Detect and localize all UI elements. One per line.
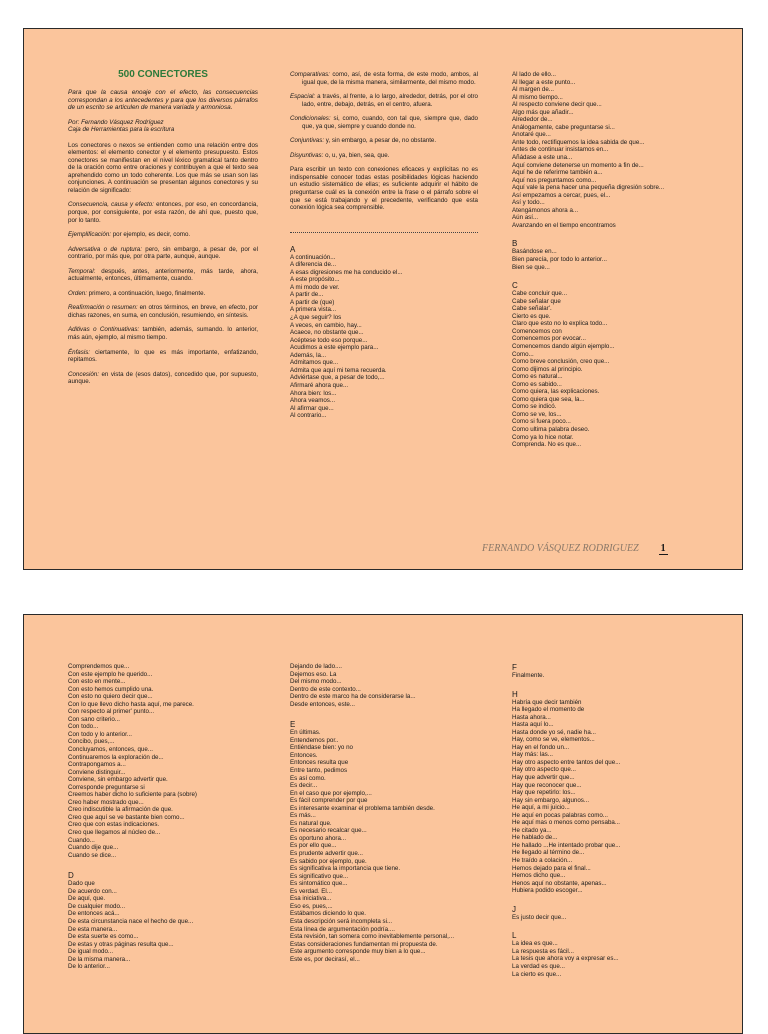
connector-type-entry [68,201,258,224]
connector-type-label: Orden: [68,289,87,297]
connector-list-item: De igual modo... [68,948,114,956]
author-name: Por: Fernando Vásquez Rodríguez [68,118,164,126]
connector-list-item: De cualquier modo... [68,902,126,910]
connector-type-label: Temporal: [68,267,96,275]
connector-list-item: Atengámonos ahora a... [512,206,579,214]
connector-type-label: Aditivas o Continuativas: [68,326,140,334]
connector-list-item: Es significativo que... [290,872,349,880]
connector-list-item: Cabe concluir que... [512,290,568,298]
connector-list-item: Hay en el fondo un... [512,743,570,751]
connector-type-examples: ciertamente, lo que es más importante, enfatizando, repitamos. [68,348,258,364]
connector-list-item: Hay que repetirlo: los... [512,789,576,797]
connector-list-item: Con todo... [68,723,99,731]
connector-list-item: En últimas. [290,729,321,737]
connector-list-item: Al afirmar que... [290,404,334,412]
connector-list-item: Finalmente. [512,672,545,679]
connector-list-item: La verdad es que... [512,962,565,970]
connector-list-h [512,699,717,895]
connector-list-item: Como... [512,350,534,358]
connector-list-item: Hasta donde yo sé, nadie ha... [512,728,596,736]
connector-list-item: Como es natural... [512,373,563,381]
connector-list-item: Esta descripción será incompleta si... [290,917,393,925]
connector-list-item: Comencemos dando algún ejemplo... [512,342,615,350]
connector-type-label: Consecuencia, causa y efecto: [68,201,154,209]
connector-list-item: Antes de continuar insistamos en... [512,146,609,154]
connector-list-item: Acéptese todo eso porque... [290,336,368,344]
connector-list-item: Afirmaré ahora que... [290,381,349,389]
document-page-1 [23,28,743,570]
connector-list-item: Comencemos con [512,327,562,335]
connector-type-label: Disyuntivas: [290,151,324,159]
connector-type-entry [68,231,258,239]
connector-list-item: De acuerdo con... [68,887,117,895]
connector-list-item: Concluyamos, entonces, que... [68,746,153,754]
connector-list-a-cont [512,71,716,229]
section-letter-b: B [512,239,518,249]
connector-type-entry [290,115,478,130]
connector-list-item: Al contrario... [290,412,327,420]
connector-type-examples: a través, al frente, a lo largo, alrededor, detrás, por el otro lado, entre, debajo, detrás, en el centro, afuera. [302,93,478,108]
connector-list-item: Hay que reconocer que... [512,781,582,789]
connector-list-item: Anotaré que... [512,131,551,139]
intro-paragraph: Los conectores o nexos se entienden como una relación entre dos elementos: el elemento conector y el elemento presupuesto. Estos conectores se manifiestan en el nivel léxico gramatical tanto dentro de la oración como entre oraciones y contribuyen a que el texto sea aprehendido como un todo coherente. Los que más se usan son las conjunciones. A continuación se presentan algunos conectores y su relación de significado: [68,141,258,194]
connector-list-item: De esta manera... [68,925,118,933]
page-footer [482,543,668,554]
connector-list-item: Del mismo modo... [290,678,342,686]
connector-list-item: Es natural que. [290,819,332,827]
connector-list-item: Algo más que añadir... [512,108,574,116]
connector-type-examples: entonces, por eso, en concordancia, porque, por consiguiente, por esta razón, de ahí que, puesto que, por lo tanto. [68,201,258,224]
connector-list-item: Hubiera podido escoger... [512,887,583,895]
connector-list-item: Bien se que... [512,263,550,271]
connector-list-item: Es sintomático que... [290,880,348,888]
connector-type-entry [68,304,258,319]
document-title: 500 CONECTORES [118,69,208,80]
connector-list-item: Como quiera, las explicaciones. [512,388,600,396]
connector-list-f [512,672,717,680]
connector-list-item: Aquí he de referirme también a... [512,169,603,177]
connector-list-item: Bien parecía, por todo lo anterior... [512,256,607,264]
connector-list-item: Acaece, no obstante que... [290,329,364,337]
connector-list-item: Es prudente advertir que... [290,850,363,858]
connector-list-item: Estas consideraciones fundamentan mi propuesta de. [290,940,438,948]
connector-list-item: Aún así... [512,214,539,222]
section-letter-j: J [512,904,516,914]
connector-list-item: Adviértase que, a pesar de todo,... [290,374,385,382]
connector-list-item: Hay otro aspecto entre tantos del que... [512,758,621,766]
connector-list-item: Este argumento corresponde muy bien a lo que... [290,948,426,956]
page1-column-3 [512,71,716,449]
connector-list-b [512,248,716,271]
page1-column-1 [68,29,258,393]
connector-list-item: A partir de... [290,291,324,299]
connector-list-item: Creo indiscutible la afirmación de que. [68,806,173,814]
connector-list-item: Cuando... [68,836,95,844]
connector-list-item: Acudimos a este ejemplo para... [290,344,379,352]
connector-list-item: Es decir... [290,782,318,790]
connector-type-label: Conjuntivas: [290,137,325,145]
connector-list-item: He llegado al término de... [512,849,585,857]
connector-type-label: Espacial: [290,93,316,101]
connector-list-item: Conviene distinguir... [68,768,126,776]
connector-list-item: Basándose en... [512,248,557,256]
connector-list-item: Es verdad. El... [290,887,332,895]
connector-list-item: Es significativa la importancia que tiene. [290,865,401,873]
connector-list-j [512,914,717,922]
connector-type-examples: en otros términos, en breve, en efecto, por dichas razones, en suma, en conclusión, resumiendo, en síntesis. [68,304,258,319]
connector-list-item: Aquí conviene detenerse un momento a fin de... [512,161,644,169]
connector-list-item: Continuaremos la exploración de... [68,753,164,761]
connector-list-item: Añádase a este una... [512,154,573,162]
connector-type-examples: por ejemplo, es decir, como. [111,231,191,239]
connector-list-item: A partir de (que) [290,298,335,306]
connector-list-item: Con esto en mente... [68,678,126,686]
connector-list-item: Al margen de... [512,86,554,94]
connector-list-item: A este propósito... [290,276,340,284]
connector-list-item: A continuación... [290,253,336,261]
connector-list-item: Entendemos por.. [290,736,339,744]
connector-type-examples: también, además, sumando. lo anterior, más aún, ejemplo, al mismo tiempo. [68,326,258,341]
page2-column-3 [512,663,717,978]
connector-list-item: La tesis que ahora voy a expresar es... [512,955,619,963]
connector-list-e [290,729,482,963]
page2-column-2 [290,663,482,963]
connector-list-item: Como ultima palabra deseo. [512,425,590,433]
connector-list-item: Cuando se dice... [68,851,117,859]
connector-list-item: Cabe señalar'. [512,305,552,313]
connector-list-item: Cierto es que. [512,312,551,320]
connector-type-entry [68,290,258,298]
connector-list-item: Dentro de este contexto... [290,685,361,693]
connector-list-item: Como se indicó. [512,403,557,411]
connector-list-item: Con todo y lo anterior... [68,730,132,738]
connector-list-item: Es sabido por ejemplo, que. [290,857,367,865]
connector-list-item: Es así como. [290,774,326,782]
connector-list-item: Entonces resulta que [290,759,349,767]
section-letter-e: E [290,720,296,730]
connector-list-item: Es justo decir que... [512,913,567,921]
connector-list-item: Creo que aquí se ve bastante bien como... [68,813,185,821]
connector-list-item: Con sano criterio... [68,715,120,723]
connector-list-item: Concibo, pues,... [68,738,115,746]
connector-type-examples: pero, sin embargo, a pesar de, por el contrario, por más que, por otra parte, aunque, aunque. [68,245,258,261]
connector-list-item: La idea es que... [512,940,558,948]
connector-list-item: Cabe señalar que [512,297,561,305]
connector-list-item: Hay otro aspecto que... [512,766,576,774]
connector-type-entry [290,152,478,160]
section-letter-h: H [512,689,518,699]
connector-type-entry [68,371,258,386]
section-letter-a: A [290,244,296,254]
connector-list-item: Hemos dicho que... [512,872,566,880]
connector-type-entry [290,71,478,86]
connector-list-item: Entre tanto, pedimos [290,767,348,775]
connector-type-examples: como, así, de esta forma, de este modo, ambos, al igual que, de la misma manera, similarmente, del mismo modo. [302,71,478,86]
connector-type-examples: después, antes, anteriormente, más tarde, ahora, actualmente, entonces, últimamente, cuando. [68,267,258,283]
connector-types-list-2 [290,71,478,159]
connector-list-item: Esta revisión, tan somera como inevitablemente personal,... [290,933,455,941]
connector-list-d [68,880,268,971]
connector-list-item: Henos aquí no obstante, apenas... [512,879,607,887]
connector-type-label: Concesión: [68,370,99,378]
connector-list-item: He hallado ...He intentado probar que... [512,841,621,849]
connector-list-a [290,254,478,420]
connector-list-item: Este es, por decirasí, el... [290,955,360,963]
connector-list-item: He aquí en pocas palabras como... [512,811,608,819]
connector-list-item: A mi modo de ver. [290,283,340,291]
connector-list-item: Con este ejemplo he querido... [68,670,153,678]
connector-list-item: Como dijimos al principio. [512,365,583,373]
connector-list-item: Como se ve, los... [512,410,562,418]
connector-list-item: Como breve conclusión, creo que... [512,358,610,366]
connector-type-label: Reafirmación o resumen: [68,304,138,312]
connector-list-item: Avanzando en el tiempo encontramos [512,221,616,229]
connector-list-item: Corresponde preguntarse si [68,783,145,791]
connector-list-item: A primera vista... [290,306,337,314]
connector-list-item: Con esto hemos cumplido una. [68,685,154,693]
connector-list-item: Entonces. [290,751,318,759]
connector-list-item: Eso es, pues,... [290,902,333,910]
connector-list-item: He aquí mas o menos como pensaba... [512,819,620,827]
connector-list-item: Al mismo tiempo... [512,93,563,101]
connector-list-item: Hasta aquí lo... [512,721,554,729]
connector-list-item: Claro que esto no lo explica todo... [512,320,608,328]
connector-type-entry [290,137,478,145]
connector-list-item: Desde entonces, este... [290,700,356,708]
footer-author: FERNANDO VÁSQUEZ RODRIGUEZ [482,543,639,554]
connector-list-item: Admita que aquí mi tema recuerda. [290,366,387,374]
page2-column-1 [68,663,268,971]
connector-list-item: Conviene, sin embargo advertir que. [68,776,168,784]
intro-text: Para que la causa enoaje con el efecto, las consecuencias correspondan a los antecedentes y para que los diversos párrafos de un escrito se articulen de manera variada y armoniosa. [68,89,258,111]
connector-list-item: Como ya lo hice notar. [512,433,574,441]
connector-list-item: Como quiera que sea, la... [512,395,585,403]
connector-list-item: Creo haber mostrado que... [68,798,144,806]
connector-list-item: Dado que [68,880,95,888]
connector-types-list [68,201,258,385]
connector-list-item: Esta línea de argumentación podría.... [290,925,395,933]
connector-list-item: De esta suerte es como... [68,933,139,941]
connector-type-examples: y, sin embargo, a pesar de, no obstante. [324,137,437,145]
connector-list-item: Admitamos que... [290,359,339,367]
connector-list-item: He hablado de... [512,834,558,842]
connector-type-label: Ejemplificación: [68,231,111,239]
connector-list-item: He traído a colación... [512,857,573,865]
connector-type-entry [68,326,258,341]
connector-list-item: Ahora veamos... [290,397,336,405]
connector-list-item: Es más... [290,812,316,820]
connector-list-item: Hay sin embargo, algunos... [512,796,590,804]
connector-list-item: Alrededor de... [512,116,553,124]
connector-list-item: Ahora bien: los... [290,389,337,397]
connector-list-item: Creo que con estas indicaciones. [68,821,160,829]
connector-list-d-cont [290,663,482,708]
connector-list-item: Al lado de ello... [512,71,557,78]
connector-list-item: He citado ya... [512,826,552,834]
connector-list-item: De entonces acá... [68,910,120,918]
connector-type-entry [290,93,478,108]
section-letter-c: C [512,281,518,291]
connector-list-item: ¿A que seguir? los [290,314,342,322]
connector-list-item: Al llegar a este punto... [512,78,576,86]
section-letter-l: L [512,931,517,941]
connector-list-item: En el caso que por ejemplo,... [290,789,372,797]
connector-list-item: Además, la... [290,351,327,359]
connector-list-item: Con respecto al primer' punto... [68,708,155,716]
dotted-divider [290,232,478,233]
connector-type-label: Condicionales: [290,115,331,123]
connector-type-label: Comparativas: [290,71,330,78]
connector-list-item: Dentro de este marco ha de considerarse la... [290,693,416,701]
connector-list-item: Así empezamos a cercar, pues, el... [512,191,611,199]
connector-list-item: A diferencia de... [290,261,337,269]
connector-list-item: Aquí nos preguntamos como... [512,176,597,184]
connector-list-item: Hay más: las... [512,751,553,759]
connector-type-examples: primero, a continuación, luego, finalmente. [86,289,206,297]
connector-list-item: Es interesante examinar el problema también desde. [290,804,435,812]
connector-list-item: Al respecto conviene decir que... [512,101,602,109]
connector-list-item: Es necesario recalcar que... [290,827,367,835]
page1-column-2 [290,71,478,420]
connector-list-item: De lo anterior... [68,963,110,971]
connector-list-item: Con lo que llevo dicho hasta aquí, me parece. [68,700,194,708]
book-title: Caja de Herramientas para la escritura [68,126,175,134]
connector-list-item: La cierto es que... [512,970,562,978]
connector-list-item: Creo que llegamos al núcleo de... [68,829,161,837]
connector-list-item: Comencemos por evocar... [512,335,586,343]
connector-list-item: Comprendemos que... [68,663,130,670]
connector-type-examples: en vista de (esos datos), concedido que, por supuesto, aunque. [68,370,258,386]
connector-type-entry [68,246,258,261]
connector-list-item: Dejemos eso. La [290,670,337,678]
connector-list-item: Estábamos diciendo lo que. [290,910,367,918]
connector-list-item: Dejando de lado.... [290,663,342,670]
connector-list-item: De estas y otras páginas resulta que... [68,940,174,948]
connector-list-item: Hay que advertir que... [512,774,575,782]
page-number: 1 [660,543,666,554]
section-letter-f: F [512,663,517,672]
connector-list-item: Contrapongamos a... [68,761,126,769]
connector-type-label: Énfasis: [68,348,91,356]
connector-list-item: Ha llegado el momento de [512,706,585,714]
connector-list-item: Como es sabido... [512,380,562,388]
connector-type-examples: o, u, ya, bien, sea, que. [323,151,390,159]
connector-list-item: Esa iniciativa... [290,895,332,903]
connector-list-item: Hemos dejado para el final... [512,864,591,872]
section-letter-d: D [68,871,74,881]
connector-type-examples: si, como, cuando, con tal que, siempre que, dado que, ya que, siempre y cuando donde no. [302,115,478,130]
connector-list-item: Creemos haber dicho lo suficiente para (sobre) [68,791,197,799]
connector-list-item: Es por ello que... [290,842,337,850]
connector-list-l [512,940,717,978]
connector-list-item: Con esto no quiero decir que... [68,693,153,701]
connector-list-item: Es oportuno ahora... [290,834,347,842]
connector-list-item: La respuesta es fácil... [512,947,574,955]
connector-list-c [512,290,716,448]
connector-list-item: Como si fuera poco... [512,418,571,426]
connector-list-item: A esas digresiones me ha conducido el... [290,268,403,276]
connector-list-item: De esta circunstancia nace el hecho de que... [68,917,194,925]
document-page-2 [23,614,743,1034]
connector-list-item: He aquí, a mi juicio... [512,804,570,812]
connector-list-item: Ante todo, rectifiquemos la idea sabida de que... [512,138,645,146]
connector-list-item: De la misma manera... [68,955,131,963]
connector-list-item: Es fácil comprender por que [290,797,368,805]
connector-type-label: Adversativa o de ruptura: [68,245,142,253]
advice-paragraph: Para escribir un texto con conexiones eficaces y explícitas no es indispensable conocer todas estas posibilidades lógicas haciendo un estudio sistemático de ellas; es suficiente adquirir el hábito de preguntarse cuál es la conexión entre la frase o el párrafo sobre el que se está trabajando y el precedente, verificando que esta conexión lógica sea comprensible. [290,166,478,212]
connector-list-item: Entiéndase bien: yo no [290,744,353,752]
connector-list-item: Hay, como se ve, elementos... [512,736,595,744]
connector-type-entry [68,349,258,364]
connector-list-item: A veces, en cambio, hay... [290,321,362,329]
connector-list-item: De aquí, que. [68,895,106,903]
connector-list-item: Comprenda. No es que... [512,441,582,449]
connector-list-item: Habría que decir también [512,698,582,706]
connector-list-item: Análogamente, cabe preguntarse si... [512,123,615,131]
connector-list-item: Aquí vale la pena hacer una pequeña digresión sobre... [512,184,665,192]
connector-list-c-cont [68,663,268,859]
connector-list-item: Así y todo... [512,199,545,207]
author-block [68,119,258,134]
connector-list-item: Hasta ahora... [512,713,551,721]
connector-list-item: Cuando dije que... [68,844,119,852]
connector-type-entry [68,268,258,283]
